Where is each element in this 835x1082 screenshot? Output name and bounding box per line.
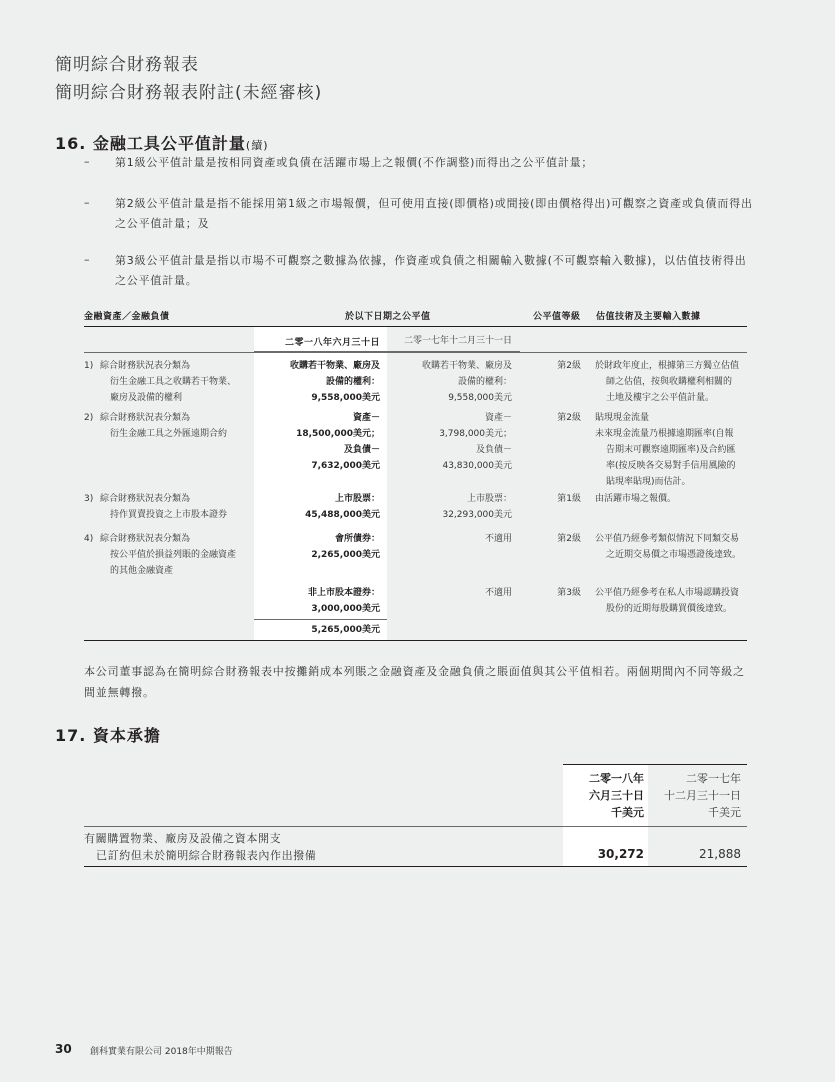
subtotal-rule [254, 619, 387, 620]
desc-line: 持作買賣投資之上市股本證券 [110, 510, 228, 520]
value-2017 [390, 585, 512, 601]
bullet-dash: – [84, 253, 90, 266]
value-2017 [390, 410, 512, 474]
tech-line: 貼現現金流量 [595, 413, 650, 423]
label-line: 已訂約但未於簡明綜合財務報表內作出撥備 [96, 849, 317, 862]
row-description [100, 358, 250, 406]
valuation-technique [595, 531, 753, 563]
bullet-level2: 第2級公平值計量是指不能採用第1級之市場報價，但可使用直接(即價格)或間接(即由價格得出)可觀察之資產或負債而得出之公平值計量；及 [115, 197, 753, 230]
col-header-fair-value: 於以下日期之公平值 [345, 312, 431, 322]
value-line: 收購若干物業、廠房及 [421, 361, 512, 371]
desc-line: 衍生金融工具之外匯遠期合約 [110, 429, 228, 439]
commitment-header-rule [84, 826, 747, 827]
valuation-technique [595, 410, 753, 490]
desc-line: 綜合財務狀況表分類為 [100, 494, 191, 504]
tech-line: 之近期交易價之市場憑證後達致。 [606, 550, 742, 560]
tech-line: 公平值乃經參考類似情況下同類交易 [595, 534, 740, 544]
col-header-line: 二零一七年 [686, 772, 741, 785]
value-line: 3,798,000美元； [439, 429, 512, 439]
desc-line: 綜合財務狀況表分類為 [100, 413, 191, 423]
col-header-line: 千美元 [708, 806, 741, 819]
tech-line: 告期末可觀察遠期匯率)及合約匯 [606, 445, 736, 455]
desc-line: 綜合財務狀況表分類為 [100, 534, 191, 544]
value-line: 及負債－ [343, 445, 380, 455]
value-2017 [390, 531, 512, 547]
table-bottom-rule [84, 640, 747, 641]
row-description [100, 410, 250, 442]
desc-line: 按公平值於損益列賬的金融資產 [110, 550, 237, 560]
row-number: 3) [84, 494, 94, 504]
value-line: 43,830,000美元 [442, 461, 512, 471]
report-subsection-title: 簡明綜合財務報表附註(未經審核) [55, 83, 323, 103]
footer-text: 創科實業有限公司 2018年中期報告 [90, 1047, 233, 1057]
row-description [100, 491, 250, 523]
subtotal-2018: 5,265,000美元 [311, 625, 380, 635]
desc-line: 綜合財務狀況表分類為 [100, 361, 191, 371]
value-line: 及負債－ [475, 445, 512, 455]
fair-value-level: 第2級 [557, 534, 581, 544]
fair-value-level: 第3級 [557, 588, 581, 598]
tech-line: 由活躍市場之報價。 [595, 494, 677, 504]
value-2018 [258, 585, 380, 617]
value-line: 9,558,000美元 [448, 393, 512, 403]
value-line: 3,000,000美元 [311, 604, 380, 614]
valuation-technique [595, 585, 753, 617]
col-header-line: 二零一八年 [589, 772, 644, 785]
value-line: 設備的權利： [325, 377, 380, 387]
bullet-level3: 第3級公平值計量是指以市場不可觀察之數據為依據，作資產或負債之相關輸入數據(不可觀察輸入數據)，以估值技術得出之公平值計量。 [115, 254, 747, 287]
value-line: 45,488,000美元 [305, 510, 380, 520]
fair-value-level: 第1級 [557, 494, 581, 504]
value-line: 2,265,000美元 [311, 550, 380, 560]
tech-line: 未來現金流量乃根據遠期匯率(自報 [595, 429, 734, 439]
label-line: 有關購置物業、廠房及設備之資本開支 [84, 832, 282, 845]
col-header-technique: 估值技術及主要輸入數據 [596, 312, 701, 322]
value-line: 收購若干物業、廠房及 [289, 361, 380, 371]
col-header-line: 十二月三十一日 [664, 789, 741, 802]
desc-line: 的其他金融資產 [110, 566, 174, 576]
bullet-dash: – [84, 196, 90, 209]
value-line: 上市股票： [334, 494, 380, 504]
value-2018 [258, 531, 380, 563]
value-line: 資產－ [484, 413, 512, 423]
tech-line: 土地及樓宇之公平值計量。 [606, 393, 715, 403]
value-line: 不適用 [484, 534, 512, 544]
fair-value-note: 本公司董事認為在簡明綜合財務報表中按攤銷成本列賬之金融資產及金融負債之賬面值與其公平值相若。兩個期間內不同等級之間並無轉撥。 [84, 665, 745, 699]
row-number: 2) [84, 413, 94, 423]
value-line: 32,293,000美元 [442, 510, 512, 520]
value-line: 會所債券： [334, 534, 380, 544]
col-header-asset: 金融資產／金融負債 [84, 312, 170, 322]
col-header-level: 公平值等級 [533, 312, 581, 322]
commitment-value-2018: 30,272 [597, 847, 644, 861]
value-line: 不適用 [484, 588, 512, 598]
valuation-technique [595, 358, 753, 406]
col-header-line: 千美元 [611, 806, 644, 819]
subheader-2017: 二零一七年十二月三十一日 [403, 336, 512, 346]
subheader-2018: 二零一八年六月三十日 [284, 338, 380, 348]
value-2017 [390, 358, 512, 406]
value-line: 非上市股本證券： [307, 588, 380, 598]
table-top-rule [84, 326, 747, 327]
value-line: 9,558,000美元 [311, 393, 380, 403]
tech-line: 於財政年度止，根據第三方獨立估值 [595, 361, 740, 371]
value-line: 18,500,000美元； [296, 429, 380, 439]
section-17-title: 17. 資本承擔 [55, 726, 161, 745]
page-number: 30 [55, 1042, 72, 1056]
value-line: 上市股票： [466, 494, 512, 504]
value-2018 [258, 410, 380, 474]
tech-line: 率(按反映各交易對手信用風險的 [606, 461, 736, 471]
row-number: 1) [84, 361, 94, 371]
desc-line: 衍生金融工具之收購若干物業、 [110, 377, 237, 387]
value-2018 [258, 358, 380, 406]
commitment-col-2017 [652, 770, 741, 821]
commitment-value-2017: 21,888 [699, 847, 741, 861]
col-header-line: 六月三十日 [589, 789, 644, 802]
valuation-technique [595, 491, 753, 507]
tech-line: 師之估值，按與收購權利相關的 [606, 377, 733, 387]
fair-value-level: 第2級 [557, 361, 581, 371]
value-line: 7,632,000美元 [311, 461, 380, 471]
value-2018 [258, 491, 380, 523]
tech-line: 貼現率貼現)而估計。 [606, 477, 691, 487]
commitment-col-2018 [560, 770, 644, 821]
section-16-title: 16. 金融工具公平值計量 [55, 134, 246, 153]
report-section-title: 簡明綜合財務報表 [55, 55, 199, 75]
fair-value-level: 第2級 [557, 413, 581, 423]
bullet-level1: 第1級公平值計量是按相同資產或負債在活躍市場上之報價(不作調整)而得出之公平值計量； [115, 156, 594, 169]
value-2017 [390, 491, 512, 523]
desc-line: 廠房及設備的權利 [110, 393, 183, 403]
header-bottom-rule [84, 352, 747, 353]
row-number: 4) [84, 534, 94, 544]
tech-line: 股份的近期每股購買價後達致。 [606, 604, 733, 614]
commitment-row-label [84, 830, 316, 864]
value-line: 資產－ [352, 413, 380, 423]
tech-line: 公平值乃經參考在私人市場認購投資 [595, 588, 740, 598]
continued-label: (續) [245, 139, 269, 152]
section-16-heading [55, 131, 269, 154]
row-description [100, 531, 250, 579]
commitment-bottom-rule [84, 866, 747, 867]
value-line: 設備的權利： [457, 377, 512, 387]
bullet-dash: – [84, 155, 90, 168]
commitment-top-rule [563, 764, 747, 765]
